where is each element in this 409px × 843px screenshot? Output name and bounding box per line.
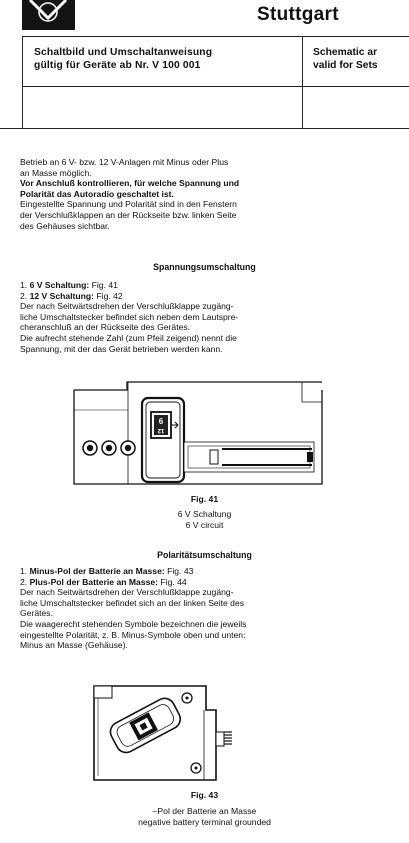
polarity-desc-line: liche Umschaltstecker befindet sich an der linken Seite des [20,597,245,608]
figure-reference: Fig. 43 [167,566,194,576]
brand-name: Stuttgart [257,4,339,25]
fig41-caption-en: 6 V circuit [185,519,224,530]
cover-flap-icon [142,398,184,482]
intro-warning-line: Vor Anschluß kontrollieren, für welche Spannung und [20,178,240,189]
voltage-desc-line: Der nach Seitwärtsdrehen der Verschlußklappe zugäng- [20,301,234,312]
antenna-connector-icon [216,732,232,746]
fig41-label: Fig. 41 [190,494,219,504]
fig43-caption-de: –Pol der Batterie an Masse [152,806,257,816]
intro-text [20,157,392,231]
intro-line: des Gehäuses sichtbar. [20,220,110,231]
header-title-de-line1: Schaltbild und Umschaltanweisung [34,47,213,58]
polarity-desc-line: Gerätes. [20,608,53,619]
header-rule-left [22,36,23,128]
header-title-en-line2: valid for Sets [313,60,378,71]
polarity-item-2 [20,577,392,588]
fig43-label: Fig. 43 [190,790,219,800]
list-label: 12 V Schaltung: [29,290,95,301]
list-label: 6 V Schaltung: [29,280,90,290]
voltage-desc-line: liche Umschaltstecker befindet sich neben dem Lautspre- [20,311,239,322]
polarity-switch-drawing [84,680,240,788]
polarity-desc-line: eingestellte Polarität, z. B. Minus-Symbole oben und unten: [20,629,246,640]
voltage-desc-line: cheranschluß an der Rückseite des Gerätes. [20,322,191,333]
figure-reference: Fig. 42 [96,290,123,301]
logo-emblem-icon [22,0,75,30]
list-label: Minus-Pol der Batterie an Masse: [29,566,165,576]
voltage-item-2 [20,291,392,302]
fig41-caption [0,509,409,530]
list-number: 1. [20,280,28,290]
switch-digit-12: 12 [157,427,165,433]
header-title-german [34,46,212,72]
header-title-en-line1: Schematic ar [313,47,378,58]
polarity-desc-line: Die waagerecht stehenden Symbole bezeichnen die jeweils [20,618,247,629]
polarity-section-text [20,566,392,651]
header-rule-divider [302,36,303,128]
list-number: 2. [20,290,28,301]
polarity-item-1 [20,566,392,577]
voltage-item-1 [20,280,392,291]
header-title-english [313,46,378,72]
list-label: Plus-Pol der Batterie an Masse: [29,576,159,587]
voltage-section-heading: Spannungsumschaltung [153,262,256,272]
voltage-section-text [20,280,392,354]
intro-line: der Verschlußklappen an der Rückseite bzw. linken Seite [20,209,237,220]
polarity-section-heading: Polaritätsumschaltung [157,550,252,560]
header-rule-middle [22,86,409,87]
speaker-socket-icon [83,441,135,455]
polarity-desc-line: Minus an Masse (Gehäuse). [20,640,128,651]
polarity-desc-line: Der nach Seitwärtsdrehen der Verschlußklappe zugäng- [20,587,234,598]
intro-line: Eingestellte Spannung und Polarität sind in den Fenstern [20,199,237,210]
list-number: 1. [20,566,28,576]
fig41-illustration [72,380,324,493]
figure-reference: Fig. 44 [160,576,187,587]
fig43-caption-en: negative battery terminal grounded [138,816,271,827]
document-header [0,0,409,129]
intro-warning-line: Polarität das Autoradio geschaltet ist. [20,188,174,199]
list-number: 2. [20,576,28,587]
switch-digit-6: 6 [158,417,164,426]
voltage-desc-line: Spannung, mit der das Gerät betrieben werden kann. [20,343,223,354]
voltage-desc-line: Die aufrecht stehende Zahl (zum Pfeil zeigend) nennt die [20,332,237,343]
fig43-illustration [84,680,240,793]
brand-logo [22,0,75,30]
header-title-de-line2: gültig für Geräte ab Nr. V 100 001 [34,60,201,71]
fig43-caption [0,806,409,827]
voltage-switch-drawing [72,380,324,488]
header-rule-top [22,36,409,37]
intro-line: an Masse möglich. [20,167,92,178]
fig41-caption-de: 6 V Schaltung [177,509,232,519]
figure-reference: Fig. 41 [91,280,118,290]
intro-line: Betrieb an 6 V- bzw. 12 V-Anlagen mit Minus oder Plus [20,157,229,167]
